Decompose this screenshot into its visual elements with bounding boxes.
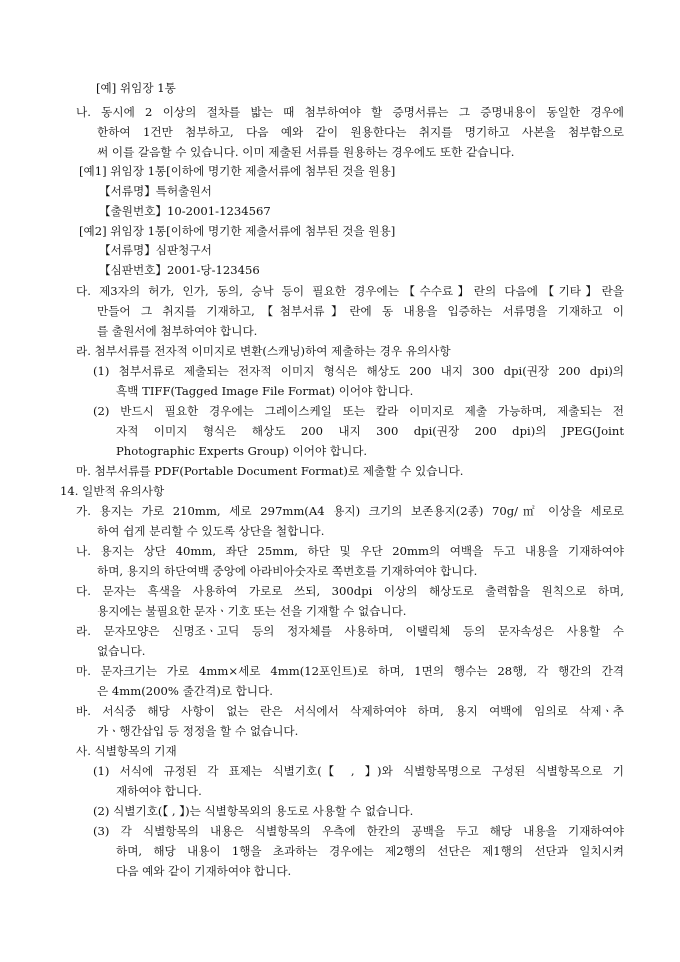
example-1-line: [예1] 위임장 1통[이하에 명기한 제출서류에 첨부된 것을 원용] bbox=[79, 164, 396, 178]
example-1-doc-name: 【서류명】특허출원서 bbox=[99, 184, 212, 198]
item-ra-2-line-2: 자적 이미지 형식은 해상도 200 내지 300 dpi(권장 200 dpi)의 JPEG(Joint bbox=[116, 424, 624, 438]
item-ma2-line-1: 마. 문자크기는 가로 4mm×세로 4mm(12포인트)로 하며, 1면의 행수는 28행, 각 행간의 간격 bbox=[76, 664, 624, 678]
item-ma2-line-2: 은 4mm(200% 줄간격)로 합니다. bbox=[97, 684, 273, 698]
item-da-line-1: 다. 제3자의 허가, 인가, 동의, 승낙 등이 필요한 경우에는【수수료】란의 다음에【기타】란을 bbox=[76, 284, 624, 298]
item-ga-line-1: 가. 용지는 가로 210mm, 세로 297mm(A4 용지) 크기의 보존용지(2종) 70g/㎡ 이상을 세로로 bbox=[76, 504, 624, 518]
item-ba-line-2: 가ㆍ행간삽입 등 정정을 할 수 없습니다. bbox=[97, 724, 299, 738]
item-ga-line-2: 하여 쉽게 분리할 수 있도록 상단을 철합니다. bbox=[97, 524, 325, 538]
item-na2-line-2: 하며, 용지의 하단여백 중앙에 아라비아숫자로 쪽번호를 기재하여야 합니다. bbox=[97, 564, 478, 578]
item-ra-1-line-1: (1) 첨부서류로 제출되는 전자적 이미지 형식은 해상도 200 내지 300 dpi(권장 200 dpi)의 bbox=[93, 364, 624, 378]
item-ra-1-line-2: 흑백 TIFF(Tagged Image File Format) 이어야 합니다. bbox=[116, 384, 414, 398]
item-na-line-1: 나. 동시에 2 이상의 절차를 밟는 때 첨부하여야 할 증명서류는 그 증명내용이 동일한 경우에 bbox=[76, 105, 624, 119]
item-ra-2-line-3: Photographic Experts Group) 이어야 합니다. bbox=[116, 444, 368, 458]
item-da-line-2: 만들어 그 취지를 기재하고,【첨부서류】란에 동 내용을 입증하는 서류명을 기재하고 이 bbox=[97, 304, 624, 318]
item-ra2-line-1: 라. 문자모양은 신명조ㆍ고딕 등의 정자체를 사용하며, 이탤릭체 등의 문자속성은 사용할 수 bbox=[76, 624, 624, 638]
example-2-trial-number: 【심판번호】2001-당-123456 bbox=[99, 263, 260, 277]
item-na2-line-1: 나. 용지는 상단 40mm, 좌단 25mm, 하단 및 우단 20mm의 여백을 두고 내용을 기재하여야 bbox=[76, 544, 624, 558]
item-sa-heading: 사. 식별항목의 기재 bbox=[76, 744, 177, 758]
item-ra2-line-2: 없습니다. bbox=[97, 644, 146, 658]
item-sa-1-line-1: (1) 서식에 규정된 각 표제는 식별기호(【 , 】)와 식별항목명으로 구성된 식별항목으로 기 bbox=[93, 764, 624, 778]
item-sa-2-line: (2) 식별기호(【 , 】)는 식별항목외의 용도로 사용할 수 없습니다. bbox=[93, 804, 414, 818]
example-2-doc-name: 【서류명】심판청구서 bbox=[99, 243, 212, 257]
section-14-heading: 14. 일반적 유의사항 bbox=[60, 484, 165, 498]
example-1-app-number: 【출원번호】10-2001-1234567 bbox=[99, 204, 271, 218]
item-ba-line-1: 바. 서식중 해당 사항이 없는 란은 서식에서 삭제하여야 하며, 용지 여백에 임의로 삭제ㆍ추 bbox=[76, 704, 624, 718]
item-da2-line-1: 다. 문자는 흑색을 사용하여 가로로 쓰되, 300dpi 이상의 해상도로 출력함을 원칙으로 하며, bbox=[76, 584, 624, 598]
item-ra-heading: 라. 첨부서류를 전자적 이미지로 변환(스캐닝)하여 제출하는 경우 유의사항 bbox=[76, 344, 451, 358]
example-2-line: [예2] 위임장 1통[이하에 명기한 제출서류에 첨부된 것을 원용] bbox=[79, 224, 396, 238]
example-line: [예] 위임장 1통 bbox=[96, 81, 176, 95]
item-sa-3-line-3: 다음 예와 같이 기재하여야 합니다. bbox=[116, 864, 292, 878]
item-na-line-3: 써 이를 갈음할 수 있습니다. 이미 제출된 서류를 원용하는 경우에도 또한 같습니다. bbox=[97, 145, 515, 159]
item-ra-2-line-1: (2) 반드시 필요한 경우에는 그레이스케일 또는 칼라 이미지로 제출 가능하며, 제출되는 전 bbox=[93, 404, 624, 418]
item-sa-1-line-2: 재하여야 합니다. bbox=[116, 784, 202, 798]
item-da-line-3: 를 출원서에 첨부하여야 합니다. bbox=[97, 324, 258, 338]
item-na-line-2: 한하여 1건만 첨부하고, 다음 예와 같이 원용한다는 취지를 명기하고 사본을 첨부함으로 bbox=[97, 125, 624, 139]
item-sa-3-line-1: (3) 각 식별항목의 내용은 식별항목의 우측에 한칸의 공백을 두고 해당 내용을 기재하여야 bbox=[93, 824, 624, 838]
item-da2-line-2: 용지에는 불필요한 문자ㆍ기호 또는 선을 기재할 수 없습니다. bbox=[97, 604, 407, 618]
item-sa-3-line-2: 하며, 해당 내용이 1행을 초과하는 경우에는 제2행의 선단은 제1행의 선단과 일치시켜 bbox=[116, 844, 624, 858]
item-ma-pdf: 마. 첨부서류를 PDF(Portable Document Format)로 제출할 수 있습니다. bbox=[76, 464, 464, 478]
